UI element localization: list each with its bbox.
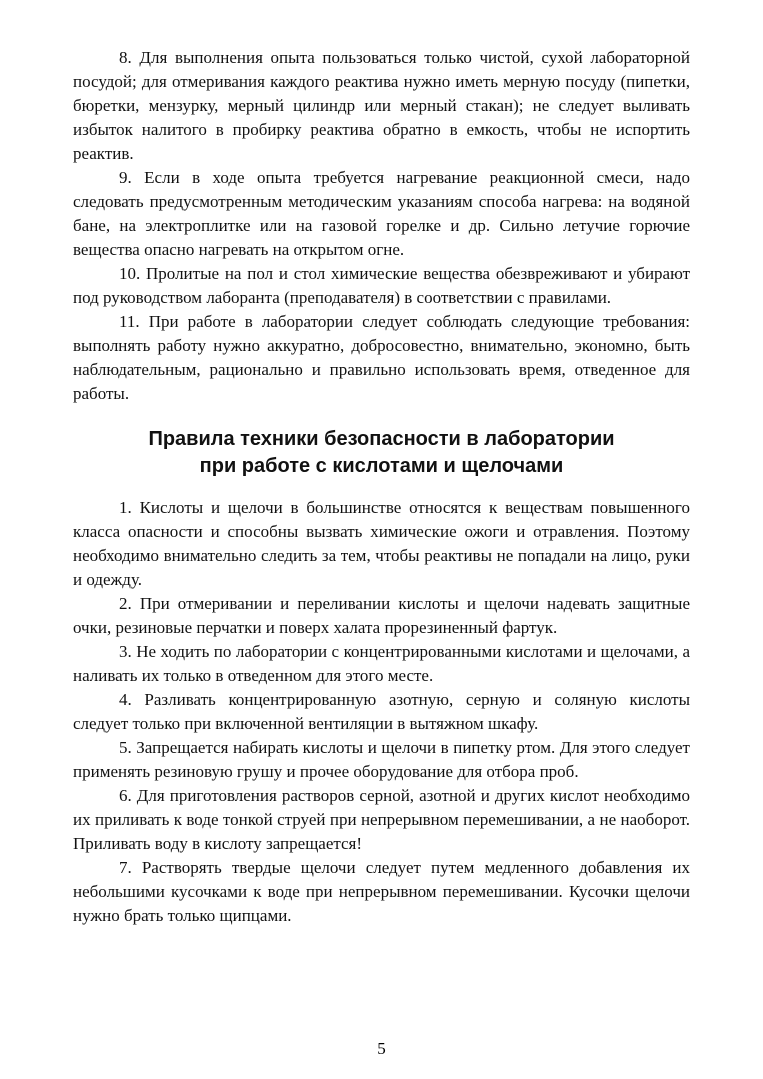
paragraph-item-9: 9. Если в ходе опыта требуется нагревание реакционной смеси, надо следовать предусмотренным методическим указаниям способа нагрева: на водяной бане, на электроплитке или на газовой горелке и др. Сильно летучие горючие вещества опасно нагревать на открытом огне. (73, 168, 690, 259)
section-heading-line-2: при работе с кислотами и щелочами (199, 455, 564, 477)
section-heading-line-1: Правила техники безопасности в лаборатории (148, 428, 615, 450)
paragraph-item-11: 11. При работе в лаборатории следует соблюдать следующие требования: выполнять работу нужно аккуратно, добросовестно, внимательно, экономно, быть наблюдательным, рационально и правильно использовать время, отведенное для работы. (73, 312, 690, 403)
rule-item-1: 1. Кислоты и щелочи в большинстве относятся к веществам повышенного класса опасности и способны вызвать химические ожоги и отравления. Поэтому необходимо внимательно следить за тем, чтобы реактивы не попадали на лицо, руки и одежду. (73, 498, 690, 589)
rule-item-4: 4. Разливать концентрированную азотную, серную и соляную кислоты следует только при включенной вентиляции в вытяжном шкафу. (73, 690, 690, 733)
rule-item-7: 7. Растворять твердые щелочи следует путем медленного добавления их небольшими кусочками к воде при непрерывном перемешивании. Кусочки щелочи нужно брать только щипцами. (73, 858, 690, 925)
rule-item-6: 6. Для приготовления растворов серной, азотной и других кислот необходимо их приливать к воде тонкой струей при непрерывном перемешивании, а не наоборот. Приливать воду в кислоту запрещается! (73, 786, 690, 853)
rule-item-2: 2. При отмеривании и переливании кислоты и щелочи надевать защитные очки, резиновые перчатки и поверх халата прорезиненный фартук. (73, 594, 690, 637)
rule-item-3: 3. Не ходить по лаборатории с концентрированными кислотами и щелочами, а наливать их только в отведенном для этого месте. (73, 642, 690, 685)
section-heading (73, 426, 690, 480)
paragraph-item-8: 8. Для выполнения опыта пользоваться только чистой, сухой лабораторной посудой; для отмеривания каждого реактива нужно иметь мерную посуду (пипетки, бюретки, мензурку, мерный цилиндр или мерный стакан); не следует выливать избыток налитого в пробирку реактива обратно в емкость, чтобы не испортить реактив. (73, 48, 690, 163)
rule-item-5: 5. Запрещается набирать кислоты и щелочи в пипетку ртом. Для этого следует применять резиновую грушу и прочее оборудование для отбора проб. (73, 738, 690, 781)
page-number: 5 (377, 1039, 386, 1058)
paragraph-item-10: 10. Пролитые на пол и стол химические вещества обезвреживают и убирают под руководством лаборанта (преподавателя) в соответствии с правилами. (73, 264, 690, 307)
